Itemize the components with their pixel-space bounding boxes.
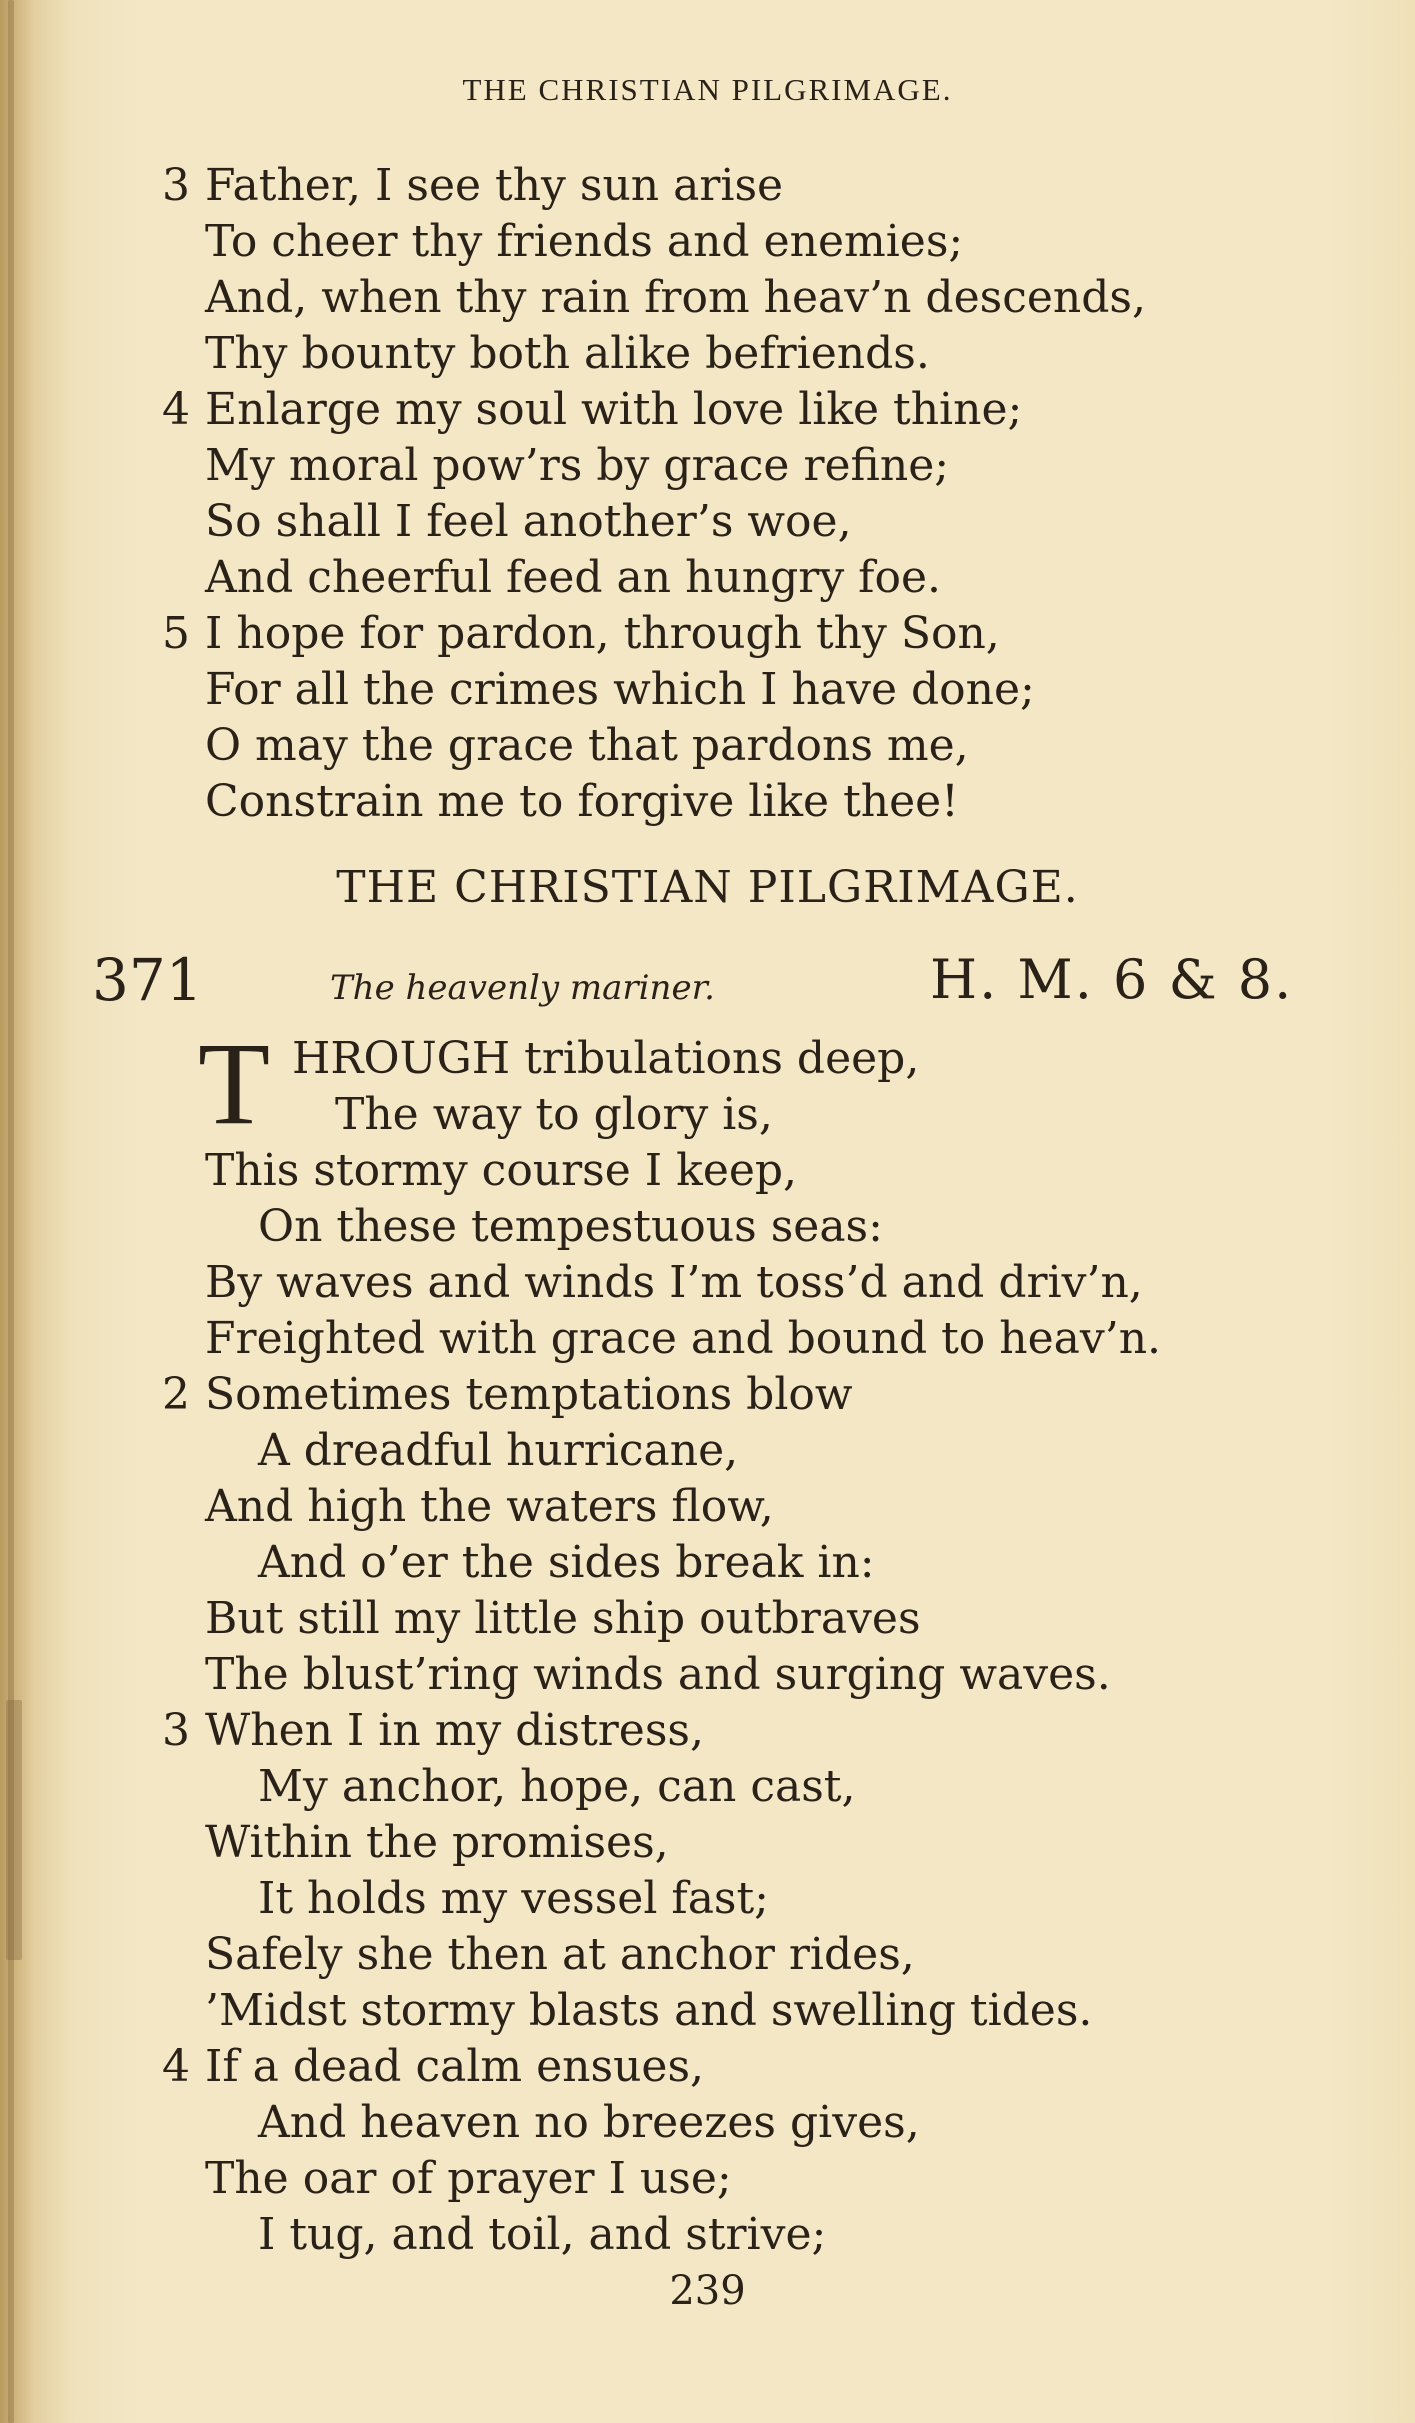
stanza-number: 4: [162, 384, 190, 435]
hymn-number: 371: [92, 946, 203, 1014]
stanza-number: 2: [162, 1369, 190, 1420]
hymn-header: [0, 940, 1415, 1020]
hymn-subtitle: The heavenly mariner.: [330, 968, 715, 1008]
hymn-meter: H. M. 6 & 8.: [930, 948, 1294, 1011]
gutter-shadow: [8, 0, 14, 2423]
drop-cap: T: [198, 1018, 271, 1149]
stanza-number: 3: [162, 1705, 190, 1756]
stanza-number: 3: [162, 160, 190, 211]
running-head: THE CHRISTIAN PILGRIMAGE.: [462, 72, 953, 107]
stanza-number: 4: [162, 2041, 190, 2092]
stanza-number: 5: [162, 608, 190, 659]
page-number: 239: [669, 2268, 746, 2314]
gutter-blot: [6, 1700, 22, 1960]
section-title: THE CHRISTIAN PILGRIMAGE.: [336, 862, 1079, 913]
first-line: HROUGH tribulations deep,: [292, 1033, 920, 1084]
first-line-2: The way to glory is,: [335, 1089, 773, 1140]
